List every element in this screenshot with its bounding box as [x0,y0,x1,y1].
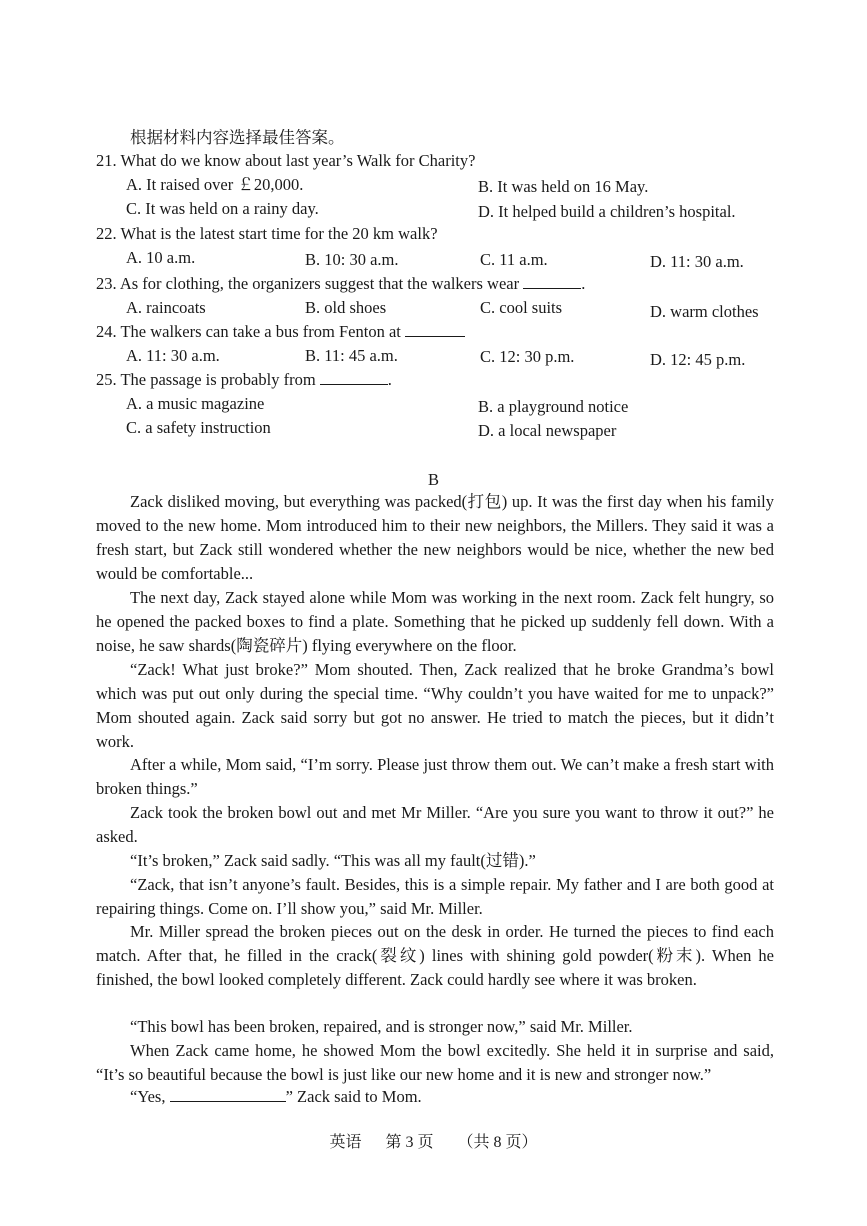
last-line-start: “Yes, [130,1087,166,1106]
question-22-option-b: B. 10: 30 a.m. [305,250,399,269]
question-24-option-d: D. 12: 45 p.m. [650,350,746,369]
footer-subject: 英语 [329,1134,362,1151]
passage-paragraph-5: Zack took the broken bowl out and met Mr Miller. “Are you sure you want to throw it out?” he asked. [96,803,774,846]
passage-paragraph-7: “Zack, that isn’t anyone’s fault. Besides, this is a simple repair. My father and I are both good at repairing things. Come on. I’ll show you,” said Mr. Miller. [96,875,774,918]
passage-paragraph-2: The next day, Zack stayed alone while Mom was working in the next room. Zack felt hungry, so he opened the packed boxes to find a plate. Something that he picked up suddenly fell down. With a noise, he saw shards(陶瓷碎片) flying everywhere on the floor. [96,588,774,655]
question-22-option-d: D. 11: 30 a.m. [650,252,744,271]
answer-blank [523,274,581,289]
question-23-option-d: D. warm clothes [650,302,759,321]
answer-blank [320,370,388,385]
question-24-option-b: B. 11: 45 a.m. [305,346,398,365]
footer-total-pages: （共 8 页） [457,1134,538,1151]
question-21-option-c: C. It was held on a rainy day. [126,199,319,218]
question-25-option-b: B. a playground notice [478,397,629,416]
answer-blank [405,322,465,337]
question-22-option-c: C. 11 a.m. [480,250,548,269]
question-25-option-c: C. a safety instruction [126,418,271,437]
page-footer [0,1129,867,1152]
passage-paragraph-3: “Zack! What just broke?” Mom shouted. Then, Zack realized that he broke Grandma’s bowl which was put out only during the special time. “Why couldn’t you have waited for me to unpack?” Mom shouted again. Zack said sorry but got no answer. He tried to match the pieces, but it didn’t work. [96,660,774,751]
question-21-option-b: B. It was held on 16 May. [478,177,649,196]
question-24-option-a: A. 11: 30 a.m. [126,346,220,365]
passage-paragraph-9: “This bowl has been broken, repaired, and is stronger now,” said Mr. Miller. [130,1017,633,1036]
question-24-option-c: C. 12: 30 p.m. [480,347,575,366]
question-25-option-a: A. a music magazine [126,394,265,413]
question-23-stem-text: 23. As for clothing, the organizers suggest that the walkers wear [96,274,520,293]
question-22-stem: 22. What is the latest start time for the 20 km walk? [96,224,438,243]
question-25-stem [96,370,392,390]
question-23-option-a: A. raincoats [126,298,206,317]
question-25-stem-end: . [387,370,392,389]
question-21-stem: 21. What do we know about last year’s Walk for Charity? [96,151,476,170]
question-23-stem [96,274,585,294]
section-b-title: B [427,470,439,489]
question-21-option-a: A. It raised over ￡20,000. [126,175,304,194]
question-22-option-a: A. 10 a.m. [126,248,196,267]
footer-page-number: 第 3 页 [385,1134,434,1151]
question-25-stem-text: 25. The passage is probably from [96,370,316,389]
question-21-option-d: D. It helped build a children’s hospital. [478,202,736,221]
passage-paragraph-1: Zack disliked moving, but everything was packed(打包) up. It was the first day when his family moved to the new home. Mom introduced him to their new neighbors, the Millers. They said it was a fresh start, but Zack still wondered whether the new neighbors would be nice, whether the new bed would be comfortable... [96,492,774,583]
passage-paragraph-4: After a while, Mom said, “I’m sorry. Please just throw them out. We can’t make a fresh start with broken things.” [96,755,774,798]
question-24-stem [96,322,465,342]
question-23-option-b: B. old shoes [305,298,387,317]
question-24-stem-text: 24. The walkers can take a bus from Fenton at [96,322,401,341]
passage-paragraph-8: Mr. Miller spread the broken pieces out on the desk in order. He turned the pieces to find each match. After that, he filled in the crack(裂纹) lines with shining gold powder(粉末). When he finished, the bowl looked completely different. Zack could hardly see where it was broken. [96,922,774,989]
question-25-option-d: D. a local newspaper [478,421,617,440]
question-23-stem-end: . [581,274,586,293]
passage-last-line [130,1087,422,1107]
last-line-end: ” Zack said to Mom. [285,1087,422,1106]
passage-paragraph-6: “It’s broken,” Zack said sadly. “This was all my fault(过错).” [130,851,536,870]
answer-blank [170,1087,286,1102]
instruction-text: 根据材料内容选择最佳答案。 [130,128,345,147]
passage-paragraph-10: When Zack came home, he showed Mom the bowl excitedly. She held it in surprise and said, “It’s so beautiful because the bowl is just like our new home and it is new and stronger now.” [96,1041,774,1084]
question-23-option-c: C. cool suits [480,298,563,317]
